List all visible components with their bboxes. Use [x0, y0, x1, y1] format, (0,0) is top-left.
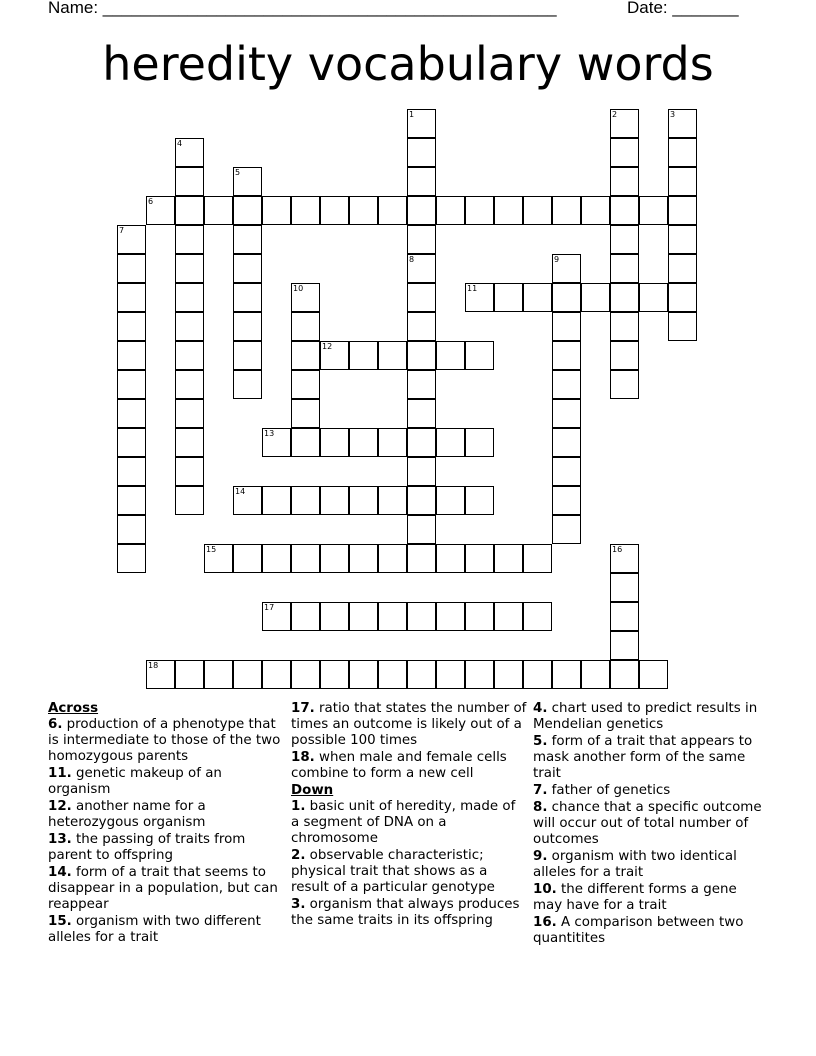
crossword-cell[interactable] — [204, 544, 233, 573]
clue-item-number: 12. — [48, 799, 72, 814]
clue-item — [48, 832, 284, 864]
crossword-cell[interactable] — [378, 602, 407, 631]
crossword-cell[interactable] — [175, 254, 204, 283]
crossword-cell[interactable] — [233, 312, 262, 341]
clue-number: 10 — [293, 284, 304, 293]
clue-number: 8 — [409, 255, 415, 264]
crossword-cell[interactable] — [581, 283, 610, 312]
clue-number: 14 — [235, 487, 246, 496]
crossword-cell[interactable] — [233, 341, 262, 370]
clue-number: 17 — [264, 603, 275, 612]
crossword-cell[interactable] — [320, 341, 349, 370]
crossword-cell[interactable] — [552, 283, 581, 312]
crossword-cell[interactable] — [175, 660, 204, 689]
crossword-cell[interactable] — [204, 196, 233, 225]
crossword-cell[interactable] — [175, 428, 204, 457]
crossword-cell[interactable] — [378, 486, 407, 515]
crossword-cell[interactable] — [117, 544, 146, 573]
crossword-cell[interactable] — [175, 138, 204, 167]
clue-number: 11 — [467, 284, 478, 293]
crossword-cell[interactable] — [117, 312, 146, 341]
crossword-cell[interactable] — [378, 341, 407, 370]
crossword-cell[interactable] — [436, 428, 465, 457]
crossword-cell[interactable] — [552, 399, 581, 428]
crossword-cell[interactable] — [204, 660, 233, 689]
crossword-cell[interactable] — [610, 109, 639, 138]
crossword-cell[interactable] — [262, 602, 291, 631]
clue-item-number: 4. — [533, 701, 548, 716]
crossword-cell[interactable] — [117, 283, 146, 312]
crossword-cell[interactable] — [378, 544, 407, 573]
clue-number: 4 — [177, 139, 183, 148]
clue-item-text: organism with two identical alleles for a trait — [533, 849, 737, 880]
page-title: heredity vocabulary words — [102, 37, 714, 91]
clue-item — [48, 799, 284, 831]
crossword-cell[interactable] — [581, 660, 610, 689]
crossword-cell[interactable] — [523, 544, 552, 573]
crossword-cell[interactable] — [610, 167, 639, 196]
crossword-cell[interactable] — [233, 370, 262, 399]
crossword-cell[interactable] — [175, 283, 204, 312]
crossword-cell[interactable] — [117, 370, 146, 399]
crossword-cell[interactable] — [552, 370, 581, 399]
crossword-cell[interactable] — [378, 660, 407, 689]
crossword-cell[interactable] — [175, 312, 204, 341]
clue-number: 1 — [409, 110, 415, 119]
crossword-cell[interactable] — [494, 602, 523, 631]
crossword-cell[interactable] — [291, 196, 320, 225]
crossword-cell[interactable] — [610, 254, 639, 283]
crossword-cell[interactable] — [407, 486, 436, 515]
crossword-cell[interactable] — [610, 370, 639, 399]
crossword-cell[interactable] — [668, 225, 697, 254]
clue-item-text: the passing of traits from parent to offspring — [48, 832, 246, 863]
crossword-cell[interactable] — [407, 660, 436, 689]
crossword-cell[interactable] — [407, 283, 436, 312]
clue-item-number: 7. — [533, 783, 548, 798]
clue-item-text: organism that always produces the same traits in its offspring — [291, 897, 520, 928]
crossword-cell[interactable] — [639, 660, 668, 689]
crossword-cell[interactable] — [407, 225, 436, 254]
clue-item-number: 15. — [48, 914, 72, 929]
clue-item-text: A comparison between two quantitites — [533, 915, 744, 946]
clue-item — [48, 766, 284, 798]
crossword-cell[interactable] — [291, 602, 320, 631]
clue-item — [533, 783, 768, 799]
clue-number: 5 — [235, 168, 241, 177]
crossword-cell[interactable] — [610, 660, 639, 689]
crossword-cell[interactable] — [436, 660, 465, 689]
crossword-cell[interactable] — [494, 660, 523, 689]
crossword-cell[interactable] — [320, 486, 349, 515]
clue-item-text: when male and female cells combine to form a new cell — [291, 750, 507, 781]
crossword-cell[interactable] — [552, 254, 581, 283]
crossword-cell[interactable] — [407, 399, 436, 428]
clue-column-3 — [533, 701, 768, 948]
crossword-cell[interactable] — [262, 544, 291, 573]
crossword-cell[interactable] — [581, 196, 610, 225]
clue-item — [291, 799, 527, 847]
crossword-cell[interactable] — [146, 196, 175, 225]
crossword-cell[interactable] — [175, 167, 204, 196]
clue-item — [533, 701, 768, 733]
crossword-cell[interactable] — [610, 602, 639, 631]
clue-item-text: the different forms a gene may have for a trait — [533, 882, 737, 913]
crossword-cell[interactable] — [175, 370, 204, 399]
crossword-cell[interactable] — [117, 457, 146, 486]
crossword-cell[interactable] — [233, 254, 262, 283]
crossword-cell[interactable] — [523, 283, 552, 312]
crossword-cell[interactable] — [407, 109, 436, 138]
crossword-cell[interactable] — [349, 486, 378, 515]
crossword-cell[interactable] — [117, 225, 146, 254]
crossword-cell[interactable] — [175, 225, 204, 254]
crossword-cell[interactable] — [233, 660, 262, 689]
crossword-cell[interactable] — [407, 167, 436, 196]
clue-number: 3 — [670, 110, 676, 119]
crossword-cell[interactable] — [523, 196, 552, 225]
clue-item-text: genetic makeup of an organism — [48, 766, 222, 797]
crossword-cell[interactable] — [465, 341, 494, 370]
crossword-cell[interactable] — [552, 486, 581, 515]
clue-item-text: form of a trait that appears to mask another form of the same trait — [533, 734, 753, 781]
date-field-label: Date: _______ — [627, 0, 739, 17]
crossword-cell[interactable] — [494, 544, 523, 573]
clue-item — [533, 882, 768, 914]
crossword-cell[interactable] — [668, 138, 697, 167]
name-field-label: Name: ________________________________________________ — [48, 0, 557, 17]
crossword-cell[interactable] — [465, 486, 494, 515]
crossword-cell[interactable] — [233, 167, 262, 196]
clue-column-2 — [291, 701, 527, 946]
crossword-cell[interactable] — [610, 631, 639, 660]
clue-number: 12 — [322, 342, 333, 351]
clue-number: 18 — [148, 661, 159, 670]
crossword-cell[interactable] — [552, 515, 581, 544]
crossword-cell[interactable] — [117, 254, 146, 283]
crossword-cell[interactable] — [349, 660, 378, 689]
crossword-cell[interactable] — [349, 428, 378, 457]
crossword-cell[interactable] — [407, 457, 436, 486]
clue-item-number: 2. — [291, 848, 306, 863]
clue-item-text: chance that a specific outcome will occur out of total number of outcomes — [533, 800, 762, 847]
crossword-cell[interactable] — [117, 486, 146, 515]
clue-item-number: 3. — [291, 897, 306, 912]
clue-item — [48, 717, 284, 765]
clue-number: 13 — [264, 429, 275, 438]
crossword-cell[interactable] — [465, 428, 494, 457]
crossword-cell[interactable] — [407, 196, 436, 225]
crossword-cell[interactable] — [407, 341, 436, 370]
crossword-cell[interactable] — [291, 544, 320, 573]
crossword-cell[interactable] — [291, 428, 320, 457]
clue-item — [48, 914, 284, 946]
crossword-cell[interactable] — [291, 312, 320, 341]
crossword-cell[interactable] — [407, 254, 436, 283]
crossword-cell[interactable] — [378, 428, 407, 457]
crossword-cell[interactable] — [291, 399, 320, 428]
clue-item-number: 5. — [533, 734, 548, 749]
crossword-cell[interactable] — [291, 283, 320, 312]
clue-item — [291, 897, 527, 945]
clue-item-number: 1. — [291, 799, 306, 814]
crossword-cell[interactable] — [291, 486, 320, 515]
clue-number: 15 — [206, 545, 217, 554]
crossword-cell[interactable] — [610, 341, 639, 370]
clue-item — [533, 915, 768, 947]
crossword-cell[interactable] — [349, 602, 378, 631]
clue-item-number: 14. — [48, 865, 72, 880]
clue-item-number: 18. — [291, 750, 315, 765]
crossword-cell[interactable] — [523, 602, 552, 631]
crossword-cell[interactable] — [320, 544, 349, 573]
clue-item-number: 8. — [533, 800, 548, 815]
crossword-cell[interactable] — [552, 428, 581, 457]
crossword-cell[interactable] — [552, 457, 581, 486]
crossword-cell[interactable] — [407, 138, 436, 167]
crossword-cell[interactable] — [117, 428, 146, 457]
clue-item — [533, 734, 768, 782]
crossword-cell[interactable] — [320, 428, 349, 457]
clue-item-number: 17. — [291, 701, 315, 716]
crossword-cell[interactable] — [465, 602, 494, 631]
crossword-cell[interactable] — [610, 196, 639, 225]
crossword-cell[interactable] — [610, 283, 639, 312]
clue-item — [291, 750, 527, 782]
crossword-cell[interactable] — [117, 515, 146, 544]
crossword-cell[interactable] — [117, 399, 146, 428]
crossword-cell[interactable] — [465, 544, 494, 573]
crossword-cell[interactable] — [407, 370, 436, 399]
crossword-cell[interactable] — [291, 660, 320, 689]
crossword-cell[interactable] — [494, 196, 523, 225]
crossword-cell[interactable] — [552, 341, 581, 370]
clue-item — [533, 800, 768, 848]
clue-item — [533, 849, 768, 881]
clue-item-text: chart used to predict results in Mendelian genetics — [533, 701, 758, 732]
crossword-cell[interactable] — [349, 544, 378, 573]
crossword-cell[interactable] — [610, 225, 639, 254]
crossword-cell[interactable] — [668, 167, 697, 196]
crossword-cell[interactable] — [552, 660, 581, 689]
clue-number: 2 — [612, 110, 618, 119]
crossword-cell[interactable] — [233, 196, 262, 225]
crossword-cell[interactable] — [610, 312, 639, 341]
across-heading: Across — [48, 701, 99, 716]
clue-item-number: 11. — [48, 766, 72, 781]
crossword-cell[interactable] — [436, 486, 465, 515]
crossword-cell[interactable] — [349, 341, 378, 370]
clue-item-number: 13. — [48, 832, 72, 847]
crossword-cell[interactable] — [233, 283, 262, 312]
crossword-cell[interactable] — [523, 660, 552, 689]
clue-item-number: 9. — [533, 849, 548, 864]
crossword-cell[interactable] — [320, 602, 349, 631]
crossword-cell[interactable] — [320, 660, 349, 689]
crossword-cell[interactable] — [262, 660, 291, 689]
crossword-cell[interactable] — [262, 486, 291, 515]
crossword-cell[interactable] — [436, 602, 465, 631]
crossword-cell[interactable] — [117, 341, 146, 370]
clue-number: 9 — [554, 255, 560, 264]
clue-item-number: 10. — [533, 882, 557, 897]
crossword-cell[interactable] — [436, 341, 465, 370]
crossword-cell[interactable] — [610, 138, 639, 167]
crossword-cell[interactable] — [175, 457, 204, 486]
clue-column-1 — [48, 701, 284, 947]
crossword-cell[interactable] — [494, 283, 523, 312]
clue-item-text: another name for a heterozygous organism — [48, 799, 206, 830]
crossword-cell[interactable] — [320, 196, 349, 225]
crossword-cell[interactable] — [175, 486, 204, 515]
crossword-cell[interactable] — [465, 196, 494, 225]
crossword-cell[interactable] — [668, 283, 697, 312]
clue-item-text: production of a phenotype that is intermediate to those of the two homozygous parents — [48, 717, 281, 764]
crossword-cell[interactable] — [262, 428, 291, 457]
crossword-cell[interactable] — [552, 196, 581, 225]
clue-number: 16 — [612, 545, 623, 554]
crossword-cell[interactable] — [668, 109, 697, 138]
crossword-cell[interactable] — [175, 196, 204, 225]
clue-number: 7 — [119, 226, 125, 235]
clue-number: 6 — [148, 197, 154, 206]
crossword-cell[interactable] — [465, 283, 494, 312]
crossword-cell[interactable] — [233, 225, 262, 254]
clue-item — [48, 865, 284, 913]
crossword-cell[interactable] — [407, 428, 436, 457]
crossword-cell[interactable] — [175, 399, 204, 428]
clue-item — [291, 848, 527, 896]
crossword-cell[interactable] — [175, 341, 204, 370]
crossword-cell[interactable] — [639, 196, 668, 225]
clue-item-text: father of genetics — [547, 783, 671, 798]
crossword-cell[interactable] — [465, 660, 494, 689]
clue-item — [291, 701, 527, 749]
clue-item-text: basic unit of heredity, made of a segment of DNA on a chromosome — [291, 799, 516, 846]
clue-item-text: organism with two different alleles for a trait — [48, 914, 261, 945]
crossword-cell[interactable] — [262, 196, 291, 225]
crossword-cell[interactable] — [552, 312, 581, 341]
clue-item-number: 16. — [533, 915, 557, 930]
clue-item-text: form of a trait that seems to disappear in a population, but can reappear — [48, 865, 278, 912]
crossword-cell[interactable] — [349, 196, 378, 225]
crossword-cell[interactable] — [668, 254, 697, 283]
crossword-cell[interactable] — [291, 370, 320, 399]
crossword-cell[interactable] — [407, 515, 436, 544]
clue-item-text: observable characteristic; physical trait that shows as a result of a particular genotype — [291, 848, 495, 895]
clue-item-number: 6. — [48, 717, 63, 732]
crossword-cell[interactable] — [610, 544, 639, 573]
crossword-cell[interactable] — [610, 573, 639, 602]
crossword-cell[interactable] — [378, 196, 407, 225]
crossword-cell[interactable] — [291, 341, 320, 370]
down-heading: Down — [291, 783, 334, 798]
crossword-cell[interactable] — [407, 602, 436, 631]
crossword-cell[interactable] — [436, 544, 465, 573]
crossword-cell[interactable] — [233, 486, 262, 515]
crossword-cell[interactable] — [233, 544, 262, 573]
crossword-cell[interactable] — [639, 283, 668, 312]
crossword-cell[interactable] — [668, 312, 697, 341]
crossword-cell[interactable] — [146, 660, 175, 689]
crossword-cell[interactable] — [407, 544, 436, 573]
crossword-cell[interactable] — [436, 196, 465, 225]
crossword-cell[interactable] — [668, 196, 697, 225]
clue-item-text: ratio that states the number of times an outcome is likely out of a possible 100 times — [291, 701, 527, 748]
crossword-cell[interactable] — [407, 312, 436, 341]
